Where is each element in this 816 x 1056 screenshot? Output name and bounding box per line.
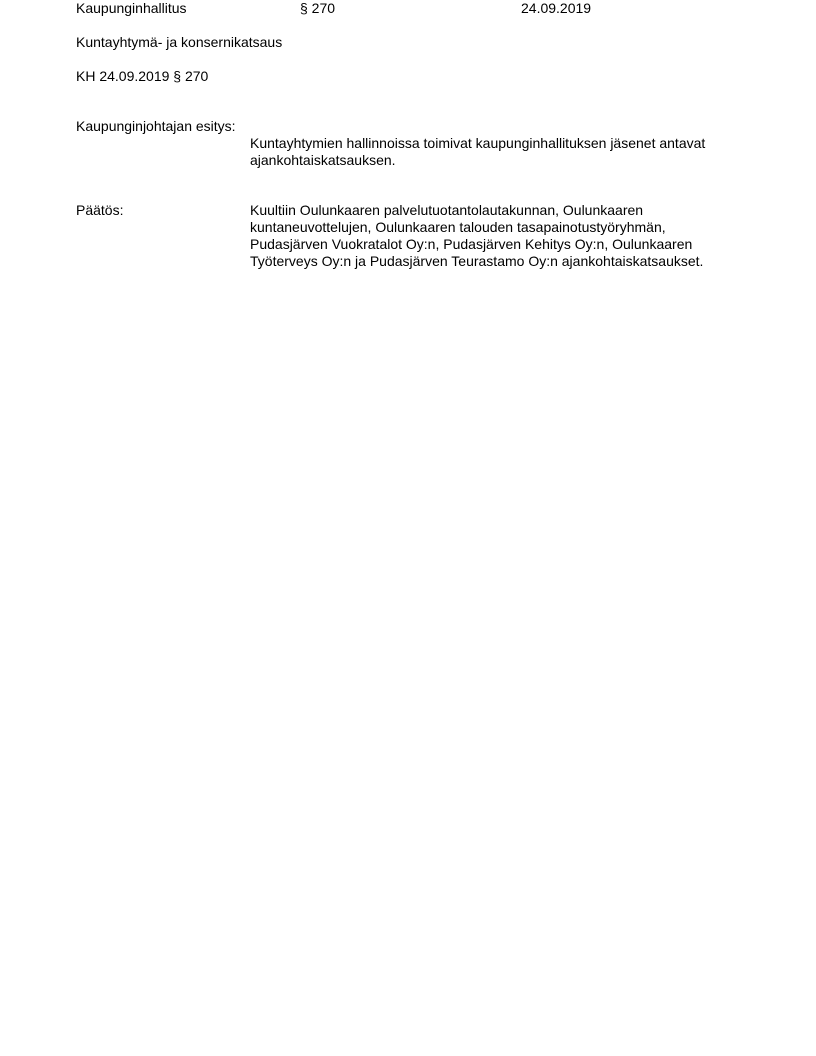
document-title: Kuntayhtymä- ja konsernikatsaus — [76, 34, 283, 50]
section-number: § 270 — [300, 0, 336, 16]
proposal-label: Kaupunginjohtajan esitys: — [76, 118, 236, 134]
decision-line: Pudasjärven Vuokratalot Oy:n, Pudasjärven Kehitys Oy:n, Oulunkaaren — [250, 236, 693, 252]
decision-label: Päätös: — [76, 202, 124, 218]
meeting-date: 24.09.2019 — [521, 0, 592, 16]
proposal-line: Kuntayhtymien hallinnoissa toimivat kaupunginhallituksen jäsenet antavat — [250, 135, 706, 151]
meeting-reference: KH 24.09.2019 § 270 — [76, 68, 209, 84]
body-name: Kaupunginhallitus — [76, 0, 187, 16]
decision-line: kuntaneuvottelujen, Oulunkaaren talouden tasapainotustyöryhmän, — [250, 219, 666, 235]
proposal-line: ajankohtaiskatsauksen. — [250, 152, 396, 168]
decision-text — [250, 202, 703, 270]
decision-line: Kuultiin Oulunkaaren palvelutuotantolautakunnan, Oulunkaaren — [250, 202, 644, 218]
proposal-text — [250, 135, 705, 169]
decision-line: Työterveys Oy:n ja Pudasjärven Teurastamo Oy:n ajankohtaiskatsaukset. — [250, 253, 704, 269]
